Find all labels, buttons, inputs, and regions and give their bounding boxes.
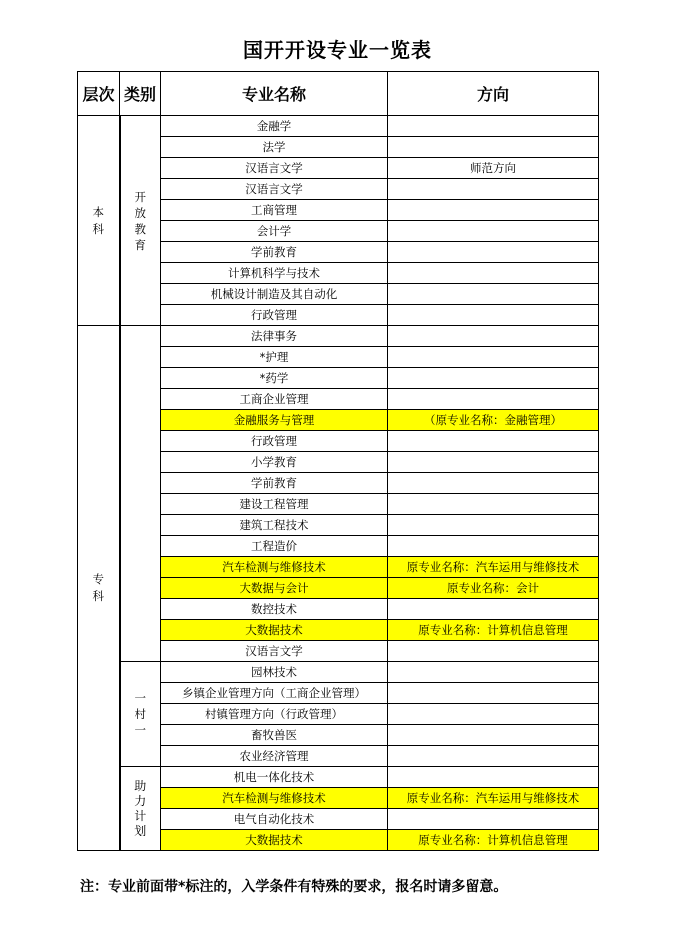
category-cell bbox=[120, 767, 161, 851]
table-header-row bbox=[78, 72, 599, 116]
category-cell bbox=[120, 662, 161, 767]
direction-cell bbox=[388, 116, 599, 137]
direction-cell bbox=[388, 662, 599, 683]
header-major: 专业名称 bbox=[161, 72, 388, 116]
table-row bbox=[78, 116, 599, 137]
major-cell: 大数据技术 bbox=[161, 830, 388, 851]
table-row bbox=[78, 326, 599, 347]
major-cell: 工程造价 bbox=[161, 536, 388, 557]
major-cell: 畜牧兽医 bbox=[161, 725, 388, 746]
major-cell: 机械设计制造及其自动化 bbox=[161, 284, 388, 305]
direction-cell bbox=[388, 515, 599, 536]
major-cell: 汉语言文学 bbox=[161, 641, 388, 662]
direction-cell bbox=[388, 368, 599, 389]
direction-cell bbox=[388, 725, 599, 746]
major-cell: 小学教育 bbox=[161, 452, 388, 473]
major-cell: 村镇管理方向（行政管理） bbox=[161, 704, 388, 725]
header-direction: 方向 bbox=[388, 72, 599, 116]
category-label: 助力计划 bbox=[134, 778, 147, 838]
major-cell: 大数据技术 bbox=[161, 620, 388, 641]
major-cell: 电气自动化技术 bbox=[161, 809, 388, 830]
direction-cell bbox=[388, 137, 599, 158]
direction-cell bbox=[388, 389, 599, 410]
direction-cell bbox=[388, 200, 599, 221]
level-label: 本科 bbox=[92, 204, 104, 236]
direction-cell bbox=[388, 494, 599, 515]
major-cell: 建筑工程技术 bbox=[161, 515, 388, 536]
direction-cell: （原专业名称：金融管理） bbox=[388, 410, 599, 431]
page-title: 国开开设专业一览表 bbox=[243, 38, 432, 62]
major-cell: 农业经济管理 bbox=[161, 746, 388, 767]
level-cell bbox=[78, 326, 120, 851]
table-row bbox=[78, 662, 599, 683]
major-cell: 大数据与会计 bbox=[161, 578, 388, 599]
direction-cell bbox=[388, 683, 599, 704]
direction-cell bbox=[388, 641, 599, 662]
direction-cell bbox=[388, 431, 599, 452]
major-cell: 园林技术 bbox=[161, 662, 388, 683]
major-cell: *护理 bbox=[161, 347, 388, 368]
direction-cell: 师范方向 bbox=[388, 158, 599, 179]
category-cell bbox=[120, 326, 161, 662]
level-cell bbox=[78, 116, 120, 326]
direction-cell: 原专业名称：计算机信息管理 bbox=[388, 830, 599, 851]
direction-cell bbox=[388, 305, 599, 326]
direction-cell bbox=[388, 242, 599, 263]
direction-cell bbox=[388, 767, 599, 788]
header-level: 层次 bbox=[78, 72, 120, 116]
level-label: 专科 bbox=[92, 572, 104, 603]
direction-cell bbox=[388, 263, 599, 284]
direction-cell bbox=[388, 284, 599, 305]
category-cell bbox=[120, 116, 161, 326]
category-label: 一村一 bbox=[134, 691, 146, 737]
header-category: 类别 bbox=[120, 72, 161, 116]
table-body bbox=[78, 116, 599, 851]
majors-table bbox=[77, 71, 599, 851]
major-cell: 汉语言文学 bbox=[161, 158, 388, 179]
major-cell: 会计学 bbox=[161, 221, 388, 242]
major-cell: 行政管理 bbox=[161, 431, 388, 452]
major-cell: 工商管理 bbox=[161, 200, 388, 221]
direction-cell: 原专业名称：汽车运用与维修技术 bbox=[388, 788, 599, 809]
major-cell: 机电一体化技术 bbox=[161, 767, 388, 788]
direction-cell bbox=[388, 452, 599, 473]
direction-cell bbox=[388, 809, 599, 830]
major-cell: 工商企业管理 bbox=[161, 389, 388, 410]
major-cell: 法学 bbox=[161, 137, 388, 158]
major-cell: 汽车检测与维修技术 bbox=[161, 788, 388, 809]
direction-cell bbox=[388, 473, 599, 494]
major-cell: 行政管理 bbox=[161, 305, 388, 326]
direction-cell bbox=[388, 347, 599, 368]
major-cell: 学前教育 bbox=[161, 473, 388, 494]
direction-cell: 原专业名称：计算机信息管理 bbox=[388, 620, 599, 641]
direction-cell bbox=[388, 746, 599, 767]
direction-cell: 原专业名称：汽车运用与维修技术 bbox=[388, 557, 599, 578]
major-cell: *药学 bbox=[161, 368, 388, 389]
major-cell: 学前教育 bbox=[161, 242, 388, 263]
direction-cell: 原专业名称：会计 bbox=[388, 578, 599, 599]
direction-cell bbox=[388, 599, 599, 620]
major-cell: 金融学 bbox=[161, 116, 388, 137]
major-cell: 汉语言文学 bbox=[161, 179, 388, 200]
direction-cell bbox=[388, 536, 599, 557]
major-cell: 建设工程管理 bbox=[161, 494, 388, 515]
direction-cell bbox=[388, 326, 599, 347]
direction-cell bbox=[388, 221, 599, 242]
direction-cell bbox=[388, 704, 599, 725]
table-row bbox=[78, 767, 599, 788]
category-label: 开放教育 bbox=[134, 189, 146, 252]
major-cell: 金融服务与管理 bbox=[161, 410, 388, 431]
footnote: 注：专业前面带*标注的，入学条件有特殊的要求，报名时请多留意。 bbox=[80, 879, 508, 895]
major-cell: 法律事务 bbox=[161, 326, 388, 347]
major-cell: 汽车检测与维修技术 bbox=[161, 557, 388, 578]
major-cell: 数控技术 bbox=[161, 599, 388, 620]
direction-cell bbox=[388, 179, 599, 200]
major-cell: 乡镇企业管理方向（工商企业管理） bbox=[161, 683, 388, 704]
major-cell: 计算机科学与技术 bbox=[161, 263, 388, 284]
